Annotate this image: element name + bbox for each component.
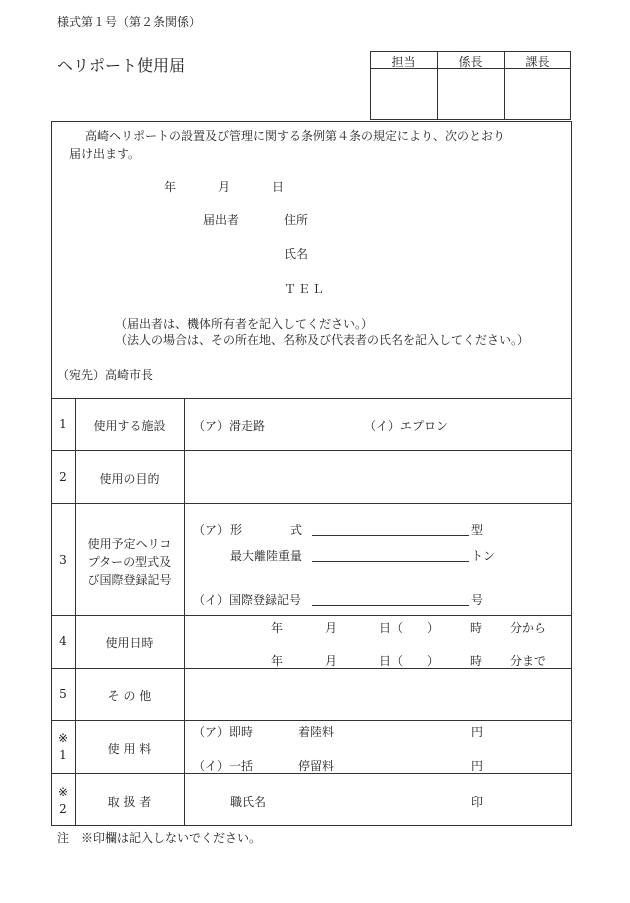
fee-immediate-option[interactable]: （ア）即時 — [193, 725, 254, 739]
form-number: 様式第１号（第２条関係） — [57, 15, 202, 29]
handler-name-label[interactable]: 職氏名 — [230, 795, 267, 809]
start-day[interactable]: 日（ — [379, 621, 404, 635]
applicant-tel[interactable]: ＴＥＬ — [284, 282, 327, 296]
row2-number: 2 — [59, 470, 67, 484]
start-minute-from[interactable]: 分から — [510, 621, 547, 635]
model-prefix: （ア） — [193, 523, 230, 537]
facility-apron-option[interactable]: （イ）エプロン — [364, 419, 449, 433]
applicant-name[interactable]: 氏名 — [284, 247, 309, 261]
date-year[interactable]: 年 — [164, 180, 177, 194]
registration-unit: 号 — [471, 593, 484, 607]
applicant-address[interactable]: 住所 — [284, 213, 309, 227]
row3-label-line3: び国際登録記号 — [87, 573, 172, 587]
fee-lumpsum-option[interactable]: （イ）一括 — [193, 759, 254, 773]
note-owner: （届出者は、機体所有者を記入してください。） — [115, 317, 374, 331]
start-hour[interactable]: 時 — [470, 621, 483, 635]
row7-label: 取 扱 者 — [107, 795, 152, 809]
end-year[interactable]: 年 — [271, 654, 284, 668]
row1-label: 使用する施設 — [93, 419, 166, 433]
row3-label — [75, 535, 184, 589]
landing-fee-yen: 円 — [471, 725, 484, 739]
row4-number: 4 — [59, 634, 67, 648]
seal-mark: 印 — [471, 795, 484, 809]
registration-input[interactable] — [312, 605, 469, 606]
end-weekday-close: ） — [427, 654, 440, 668]
row6-label: 使 用 料 — [107, 742, 152, 756]
intro-text-2: 届け出ます。 — [69, 147, 141, 161]
row5-label: そ の 他 — [107, 689, 152, 703]
approval-header-kakaricho: 係長 — [458, 55, 483, 69]
recipient: （宛先）高崎市長 — [57, 368, 154, 382]
row3-number: 3 — [59, 553, 67, 567]
max-weight-input[interactable] — [312, 561, 469, 562]
start-month[interactable]: 月 — [325, 621, 338, 635]
start-year[interactable]: 年 — [271, 621, 284, 635]
row3-label-line1: 使用予定ヘリコ — [87, 537, 172, 551]
approval-header-kacho: 課長 — [525, 55, 550, 69]
row5-number: 5 — [59, 687, 67, 701]
row7-number: 2 — [59, 802, 67, 816]
page-title: ヘリポート使用届 — [57, 56, 186, 75]
row6-number: 1 — [59, 748, 67, 762]
landing-fee-label: 着陸料 — [298, 725, 335, 739]
max-weight-unit: トン — [471, 549, 496, 563]
row1-number: 1 — [59, 417, 67, 431]
model-unit: 型 — [471, 523, 484, 537]
row7-mark: ※ — [57, 785, 69, 799]
date-day[interactable]: 日 — [272, 180, 285, 194]
end-minute-to[interactable]: 分まで — [510, 654, 547, 668]
model-label: 形 式 — [230, 523, 303, 537]
footnote: 注 ※印欄は記入しないでください。 — [57, 831, 262, 845]
date-month[interactable]: 月 — [218, 180, 231, 194]
parking-fee-label: 停留料 — [298, 759, 335, 773]
registration-label: （イ）国際登録記号 — [193, 593, 302, 607]
end-day[interactable]: 日（ — [379, 654, 404, 668]
row6-mark: ※ — [57, 731, 69, 745]
facility-runway-option[interactable]: （ア）滑走路 — [193, 419, 266, 433]
intro-text: 高崎ヘリポートの設置及び管理に関する条例第４条の規定により、次のとおり — [85, 129, 506, 143]
note-corporation: （法人の場合は、その所在地、名称及び代表者の氏名を記入してください。） — [115, 333, 530, 347]
end-hour[interactable]: 時 — [470, 654, 483, 668]
max-weight-label: 最大離陸重量 — [230, 549, 303, 563]
row3-label-line2: プターの型式及 — [87, 555, 172, 569]
model-input[interactable] — [312, 535, 469, 536]
approval-header-tanto: 担当 — [391, 55, 416, 69]
start-weekday-close: ） — [427, 621, 440, 635]
other-field[interactable] — [186, 670, 570, 718]
parking-fee-yen: 円 — [471, 759, 484, 773]
row2-label: 使用の目的 — [99, 472, 160, 486]
purpose-field[interactable] — [186, 452, 570, 501]
applicant-label: 届出者 — [203, 213, 240, 227]
end-month[interactable]: 月 — [325, 654, 338, 668]
row4-label: 使用日時 — [105, 636, 154, 650]
